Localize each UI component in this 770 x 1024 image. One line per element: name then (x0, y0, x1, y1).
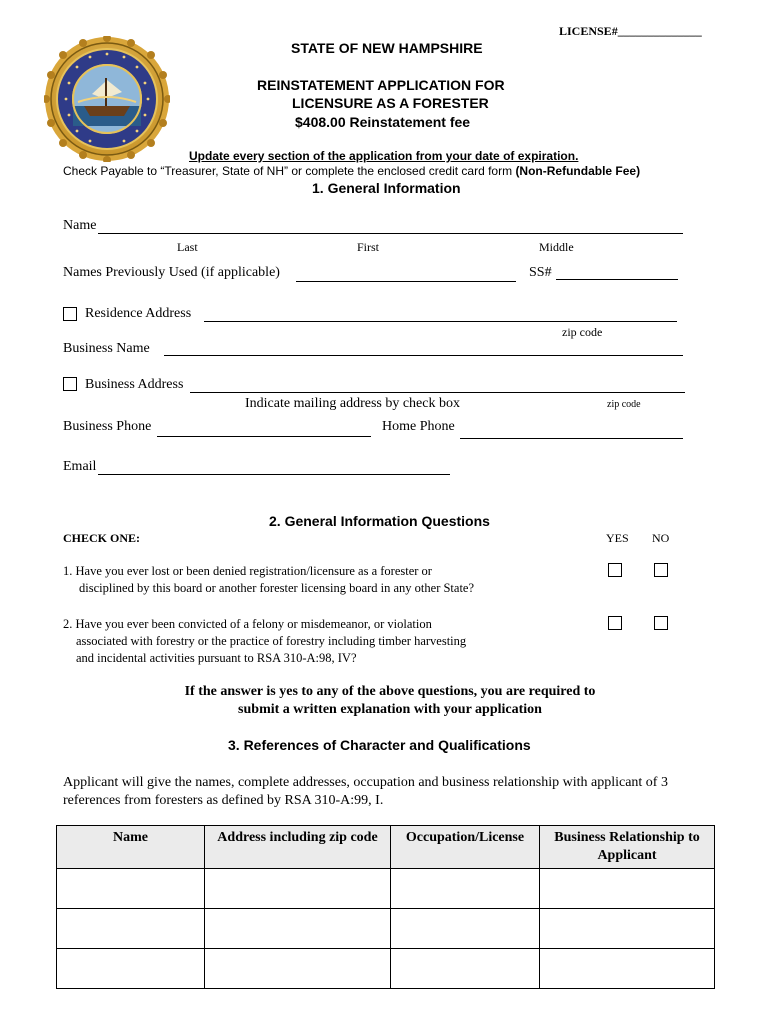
previous-names-label: Names Previously Used (if applicable) (63, 265, 280, 280)
question1-yes-checkbox[interactable] (608, 563, 622, 577)
reference-name-cell[interactable] (57, 869, 205, 909)
check-one-label: CHECK ONE: (63, 531, 141, 545)
ss-label: SS# (529, 265, 552, 280)
no-column-header: NO (652, 531, 670, 545)
question1-line2: disciplined by this board or another forester licensing board in any other State? (79, 581, 475, 595)
reference-occupation-cell[interactable] (391, 909, 540, 949)
state-name: STATE OF NEW HAMPSHIRE (291, 40, 483, 56)
nh-state-seal-icon (44, 36, 170, 162)
residence-zip-caption: zip code (562, 325, 603, 339)
question2-line1: 2. Have you ever been convicted of a felony or misdemeanor, or violation (63, 617, 432, 631)
email-label: Email (63, 459, 97, 474)
column-header-name: Name (57, 826, 205, 869)
business-address-label: Business Address (85, 377, 184, 392)
column-header-occupation: Occupation/License (391, 826, 540, 869)
business-phone-field[interactable] (157, 436, 371, 437)
explanation-notice-line1: If the answer is yes to any of the above questions, you are required to (184, 684, 596, 699)
name-field[interactable] (98, 233, 683, 234)
table-row (57, 909, 715, 949)
business-address-field[interactable] (190, 392, 685, 393)
references-table (56, 825, 715, 989)
business-name-field[interactable] (164, 355, 683, 356)
business-zip-caption: zip code (607, 399, 641, 410)
question1-no-checkbox[interactable] (654, 563, 668, 577)
reference-occupation-cell[interactable] (391, 869, 540, 909)
question2-line2: associated with forestry or the practice of forestry including timber harvesting (76, 634, 467, 648)
fee-text: $408.00 Reinstatement fee (295, 114, 471, 130)
ss-field[interactable] (556, 279, 678, 280)
reference-address-cell[interactable] (205, 909, 391, 949)
table-row (57, 869, 715, 909)
references-header-row (57, 826, 715, 869)
email-field[interactable] (98, 474, 450, 475)
form-title-line2: LICENSURE AS A FORESTER (292, 95, 489, 111)
business-mailing-checkbox[interactable] (63, 377, 77, 391)
name-label: Name (63, 218, 97, 233)
payment-instructions (63, 164, 640, 178)
residence-address-label: Residence Address (85, 306, 192, 321)
section2-heading: 2. General Information Questions (269, 513, 490, 529)
reference-relationship-cell[interactable] (540, 949, 715, 989)
reference-relationship-cell[interactable] (540, 909, 715, 949)
business-name-label: Business Name (63, 341, 150, 356)
references-intro-line1: Applicant will give the names, complete addresses, occupation and business relationship with applicant of 3 (63, 775, 668, 790)
column-header-relationship: Business Relationship to Applicant (540, 826, 715, 869)
section1-heading: 1. General Information (312, 180, 461, 196)
reference-address-cell[interactable] (205, 949, 391, 989)
first-caption: First (357, 240, 380, 254)
home-phone-field[interactable] (460, 438, 683, 439)
check-payable-text: Check Payable to “Treasurer, State of NH” or complete the enclosed credit card form (63, 164, 513, 178)
question1-line1: 1. Have you ever lost or been denied registration/licensure as a forester or (63, 564, 432, 578)
question2-yes-checkbox[interactable] (608, 616, 622, 630)
references-intro-line2: references from foresters as defined by RSA 310-A:99, I. (63, 793, 384, 808)
form-title-line1: REINSTATEMENT APPLICATION FOR (257, 77, 505, 93)
explanation-notice (60, 683, 720, 719)
update-notice: Update every section of the application from your date of expiration. (189, 149, 579, 163)
reference-name-cell[interactable] (57, 949, 205, 989)
reference-name-cell[interactable] (57, 909, 205, 949)
residence-mailing-checkbox[interactable] (63, 307, 77, 321)
question2-line3: and incidental activities pursuant to RSA 310-A:98, IV? (76, 651, 357, 665)
column-header-address: Address including zip code (205, 826, 391, 869)
non-refundable-note: (Non-Refundable Fee) (515, 164, 641, 178)
table-row (57, 949, 715, 989)
middle-caption: Middle (539, 240, 574, 254)
license-number-label: LICENSE#______________ (559, 24, 702, 38)
mailing-address-hint: Indicate mailing address by check box (245, 396, 460, 411)
business-phone-label: Business Phone (63, 419, 152, 434)
residence-address-field[interactable] (204, 321, 677, 322)
question2-no-checkbox[interactable] (654, 616, 668, 630)
yes-column-header: YES (606, 531, 629, 545)
reference-address-cell[interactable] (205, 869, 391, 909)
section3-heading: 3. References of Character and Qualifications (228, 737, 531, 753)
explanation-notice-line2: submit a written explanation with your application (238, 702, 542, 717)
reference-occupation-cell[interactable] (391, 949, 540, 989)
last-caption: Last (177, 240, 198, 254)
home-phone-label: Home Phone (382, 419, 455, 434)
previous-names-field[interactable] (296, 281, 516, 282)
reference-relationship-cell[interactable] (540, 869, 715, 909)
